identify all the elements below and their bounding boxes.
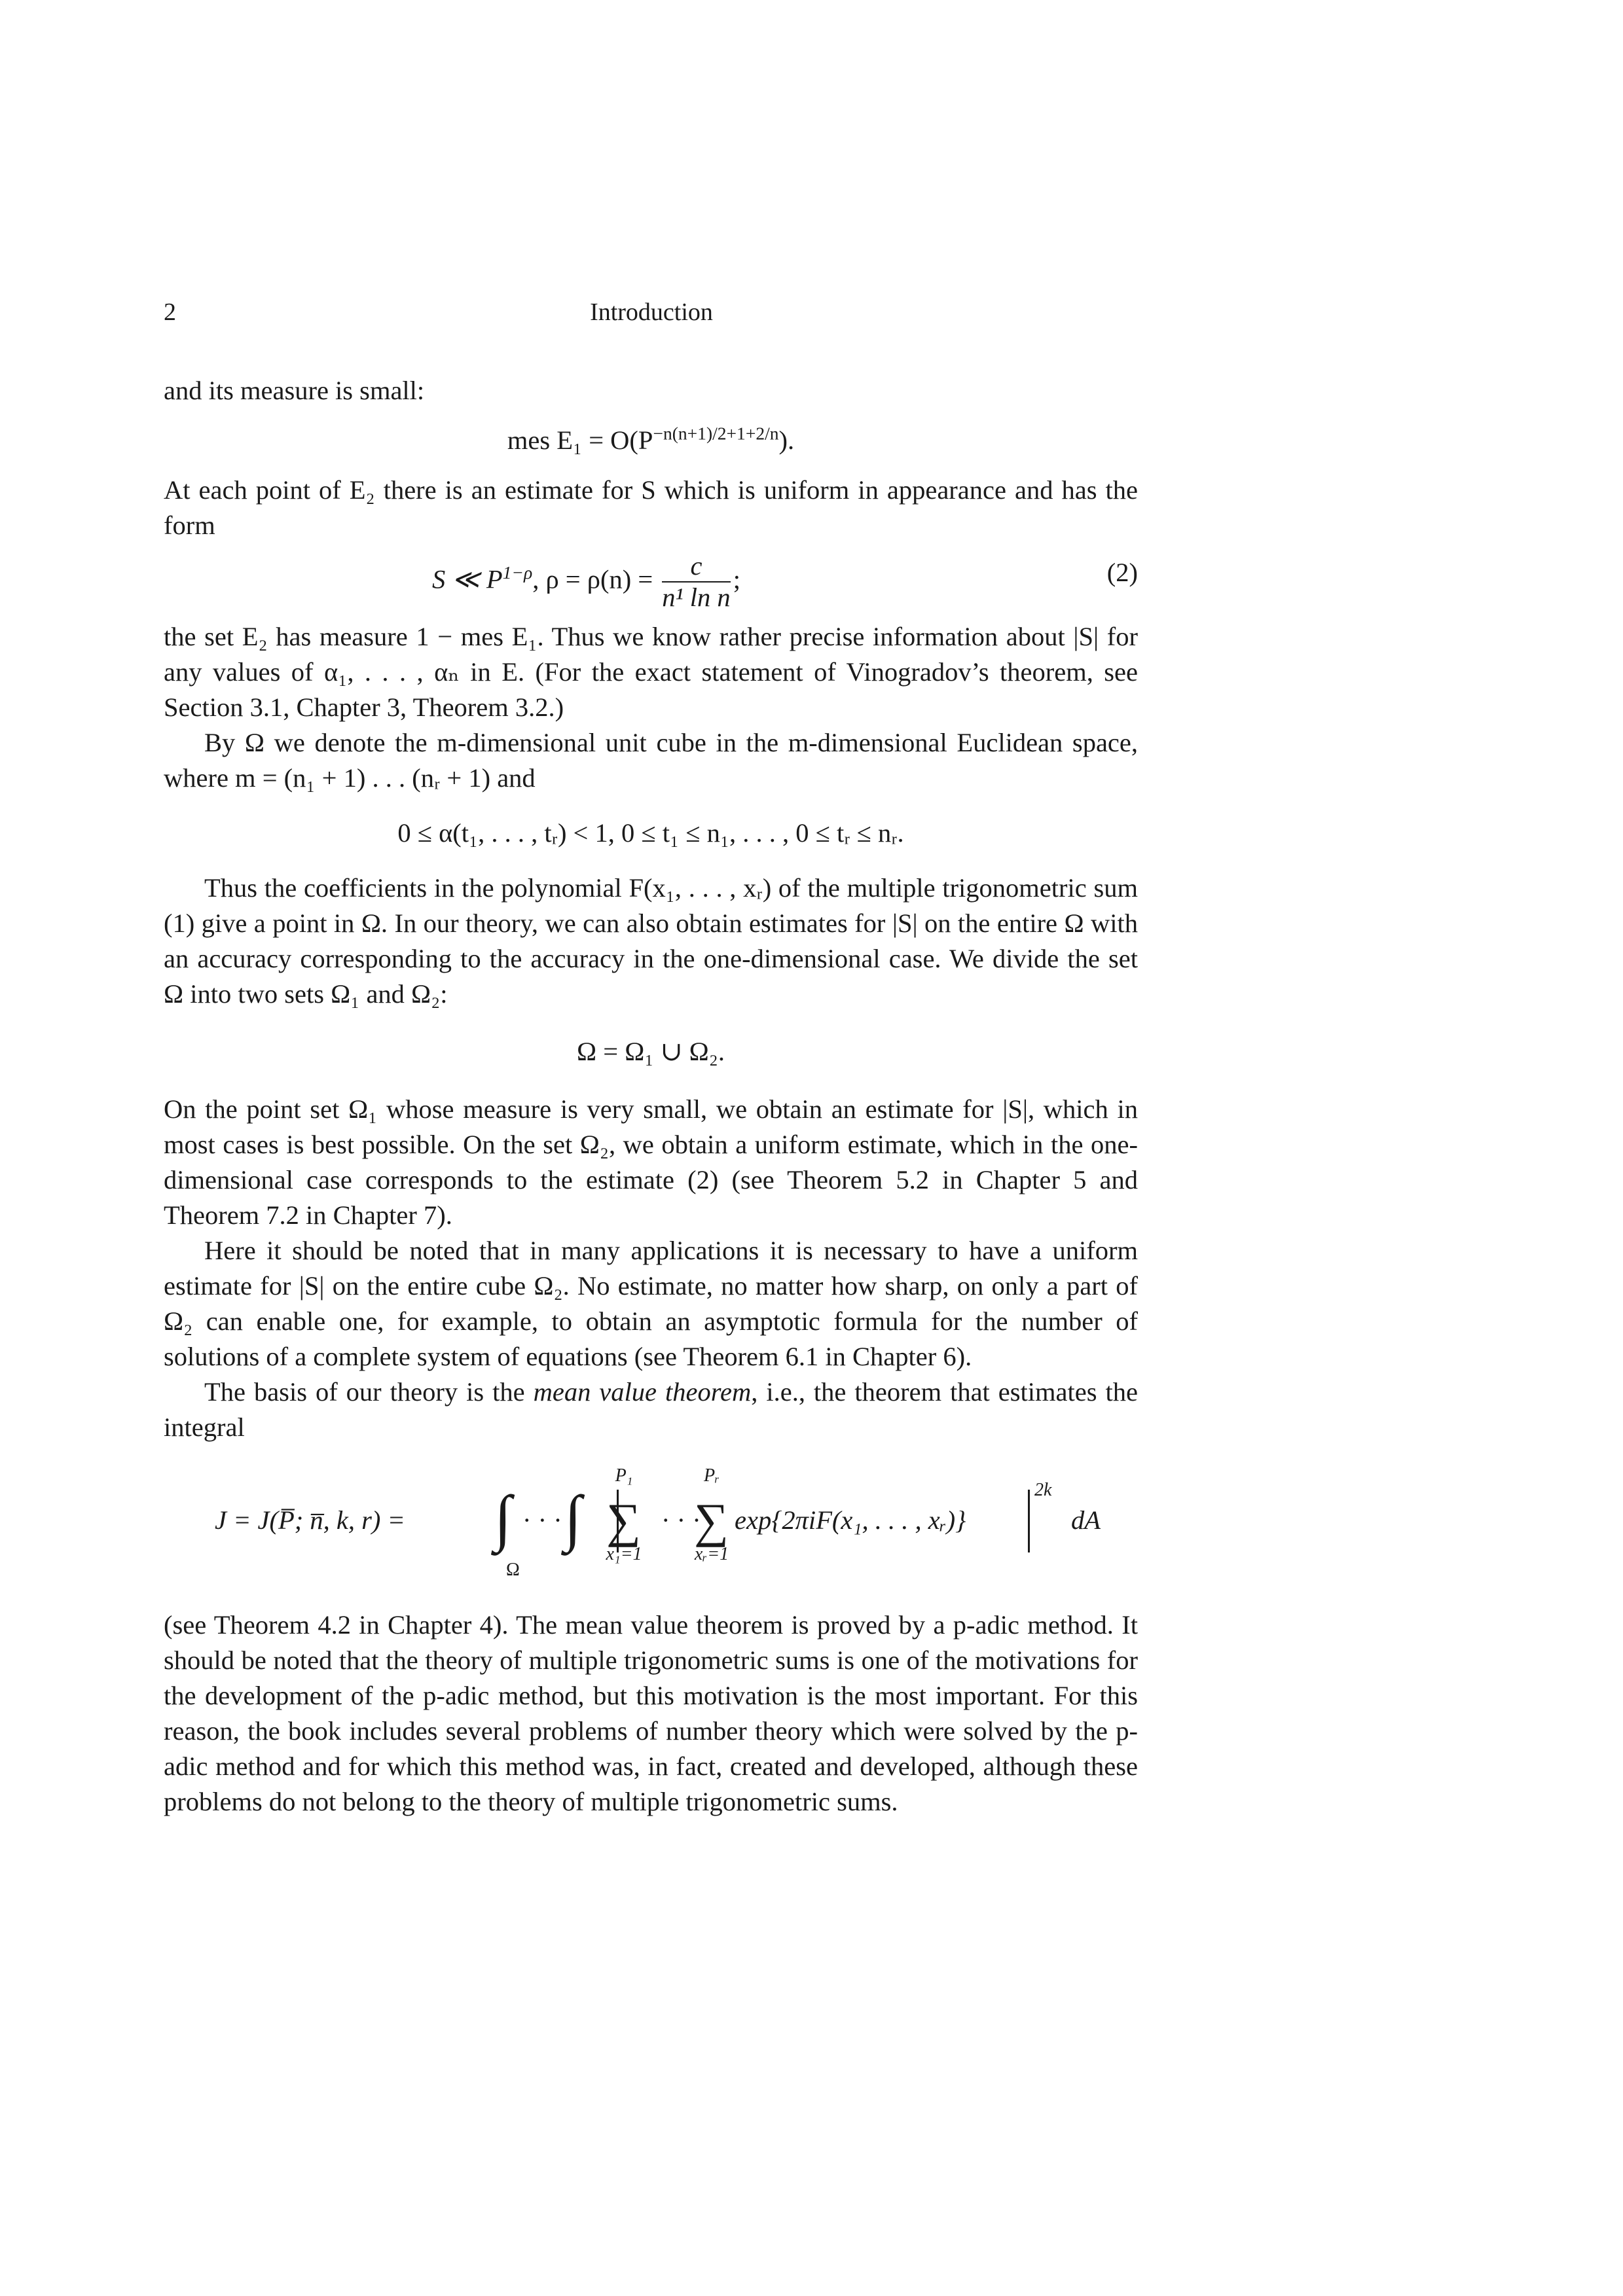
- eq1-tail: ).: [778, 425, 795, 455]
- eq2-exponent: 1−ρ: [502, 562, 533, 583]
- eq1-exponent: −n(n+1)/2+1+2/n: [653, 423, 779, 444]
- eq5-integral-2: ∫: [564, 1482, 582, 1552]
- equation-mean-value-integral: [164, 1462, 1138, 1593]
- p8-text-b: , i.e., the theorem that estimates the integral: [164, 1377, 1138, 1442]
- paragraph-3: the set E₂ has measure 1 − mes E₁. Thus we know rather precise information about |S| for any values of α₁, . . . , αₙ in E. (For the exact statement of Vinogradov’s theorem, see Section 3.1, Chapter 3, Theorem 3.2.): [164, 622, 1138, 722]
- paragraph-6: On the point set Ω₁ whose measure is very small, we obtain an estimate for |S|, which in most cases is best possible. On the set Ω₂, we obtain a uniform estimate, which in the one-dimensional case corresponds to the estimate (2) (see Theorem 5.2 in Chapter 5 and Theorem 7.2 in Chapter 7).: [164, 1094, 1138, 1230]
- eq5-dots-1: · · ·: [522, 1505, 562, 1535]
- eq5-sum2-lower: xᵣ=1: [694, 1544, 729, 1564]
- eq5-sum1-lower: x₁=1: [606, 1544, 642, 1564]
- paragraph-4: By Ω we denote the m-dimensional unit cube in the m-dimensional Euclidean space, where m = (n₁ + 1) . . . (nᵣ + 1) and: [164, 728, 1138, 793]
- running-title: Introduction: [590, 298, 713, 326]
- page-body: [164, 373, 1138, 1820]
- eq5-sum-1: ∑: [606, 1494, 641, 1548]
- eq5-domain: Ω: [506, 1560, 520, 1580]
- eq1-main: mes E₁ = O(P: [507, 425, 653, 455]
- eq5-dots-2: · · ·: [661, 1505, 701, 1535]
- paragraph-8: [164, 1374, 1138, 1445]
- p8-emphasis: mean value theorem: [533, 1377, 752, 1407]
- eq5-power: 2k: [1034, 1480, 1052, 1500]
- eq2-fraction: [662, 551, 730, 613]
- paragraph-1: and its measure is small:: [164, 376, 425, 405]
- paragraph-9: (see Theorem 4.2 in Chapter 4). The mean value theorem is proved by a p-adic method. It should be noted that the theory of multiple trigonometric sums is one of the motivations for the development of the p-adic method, but this motivation is the most important. For this reason, the book includes several problems of number theory which were solved by the p-adic method and for which this method was, in fact, created and developed, although these problems do not belong to the theory of multiple trigonometric sums.: [164, 1610, 1138, 1816]
- eq2-expression: [432, 551, 740, 613]
- paragraph-5: Thus the coefficients in the polynomial F(x₁, . . . , xᵣ) of the multiple trigonometric sum (1) give a point in Ω. In our theory, we can also obtain estimates for |S| on the entire Ω with an accuracy corresponding to the accuracy in the one-dimensional case. We divide the set Ω into two sets Ω₁ and Ω₂:: [164, 873, 1138, 1009]
- p8-text-a: The basis of our theory is the: [204, 1377, 534, 1407]
- paragraph-2: At each point of E₂ there is an estimate for S which is uniform in appearance and has the form: [164, 475, 1138, 540]
- eq5-sum1-upper: P₁: [615, 1465, 633, 1486]
- eq2-denominator: n¹ ln n: [662, 583, 731, 612]
- equation-number-2: (2): [1106, 558, 1138, 587]
- eq5-body: exp{2πiF(x₁, . . . , xᵣ)}: [735, 1505, 966, 1535]
- eq2-mid: , ρ = ρ(n) =: [532, 564, 660, 594]
- eq2-numerator: c: [662, 551, 730, 583]
- eq5-sum-2: ∑: [694, 1494, 729, 1548]
- eq5-lhs: J = J(P̅; n̅, k, r) =: [215, 1505, 405, 1535]
- eq5-dA: dA: [1071, 1505, 1101, 1535]
- eq5-integral-1: ∫: [494, 1482, 512, 1552]
- page-header: [164, 298, 1139, 337]
- equation-2: [164, 547, 1138, 613]
- equation-measure-E1: [164, 423, 1138, 458]
- eq5-sum2-upper: Pᵣ: [704, 1465, 720, 1486]
- equation-coefficient-bounds: 0 ≤ α(t₁, . . . , tᵣ) < 1, 0 ≤ t₁ ≤ n₁, . . . , 0 ≤ tᵣ ≤ nᵣ.: [397, 818, 904, 848]
- eq2-tail: ;: [733, 564, 740, 594]
- paragraph-7: Here it should be noted that in many applications it is necessary to have a uniform estimate for |S| on the entire cube Ω₂. No estimate, no matter how sharp, on only a part of Ω₂ can enable one, for example, to obtain an asymptotic formula for the number of solutions of a complete system of equations (see Theorem 6.1 in Chapter 6).: [164, 1236, 1138, 1371]
- page-number: 2: [164, 298, 176, 326]
- eq5-abs-right: [1028, 1490, 1030, 1552]
- equation-omega-union: Ω = Ω₁ ∪ Ω₂.: [577, 1037, 725, 1066]
- eq2-left: S ≪ P: [432, 564, 503, 594]
